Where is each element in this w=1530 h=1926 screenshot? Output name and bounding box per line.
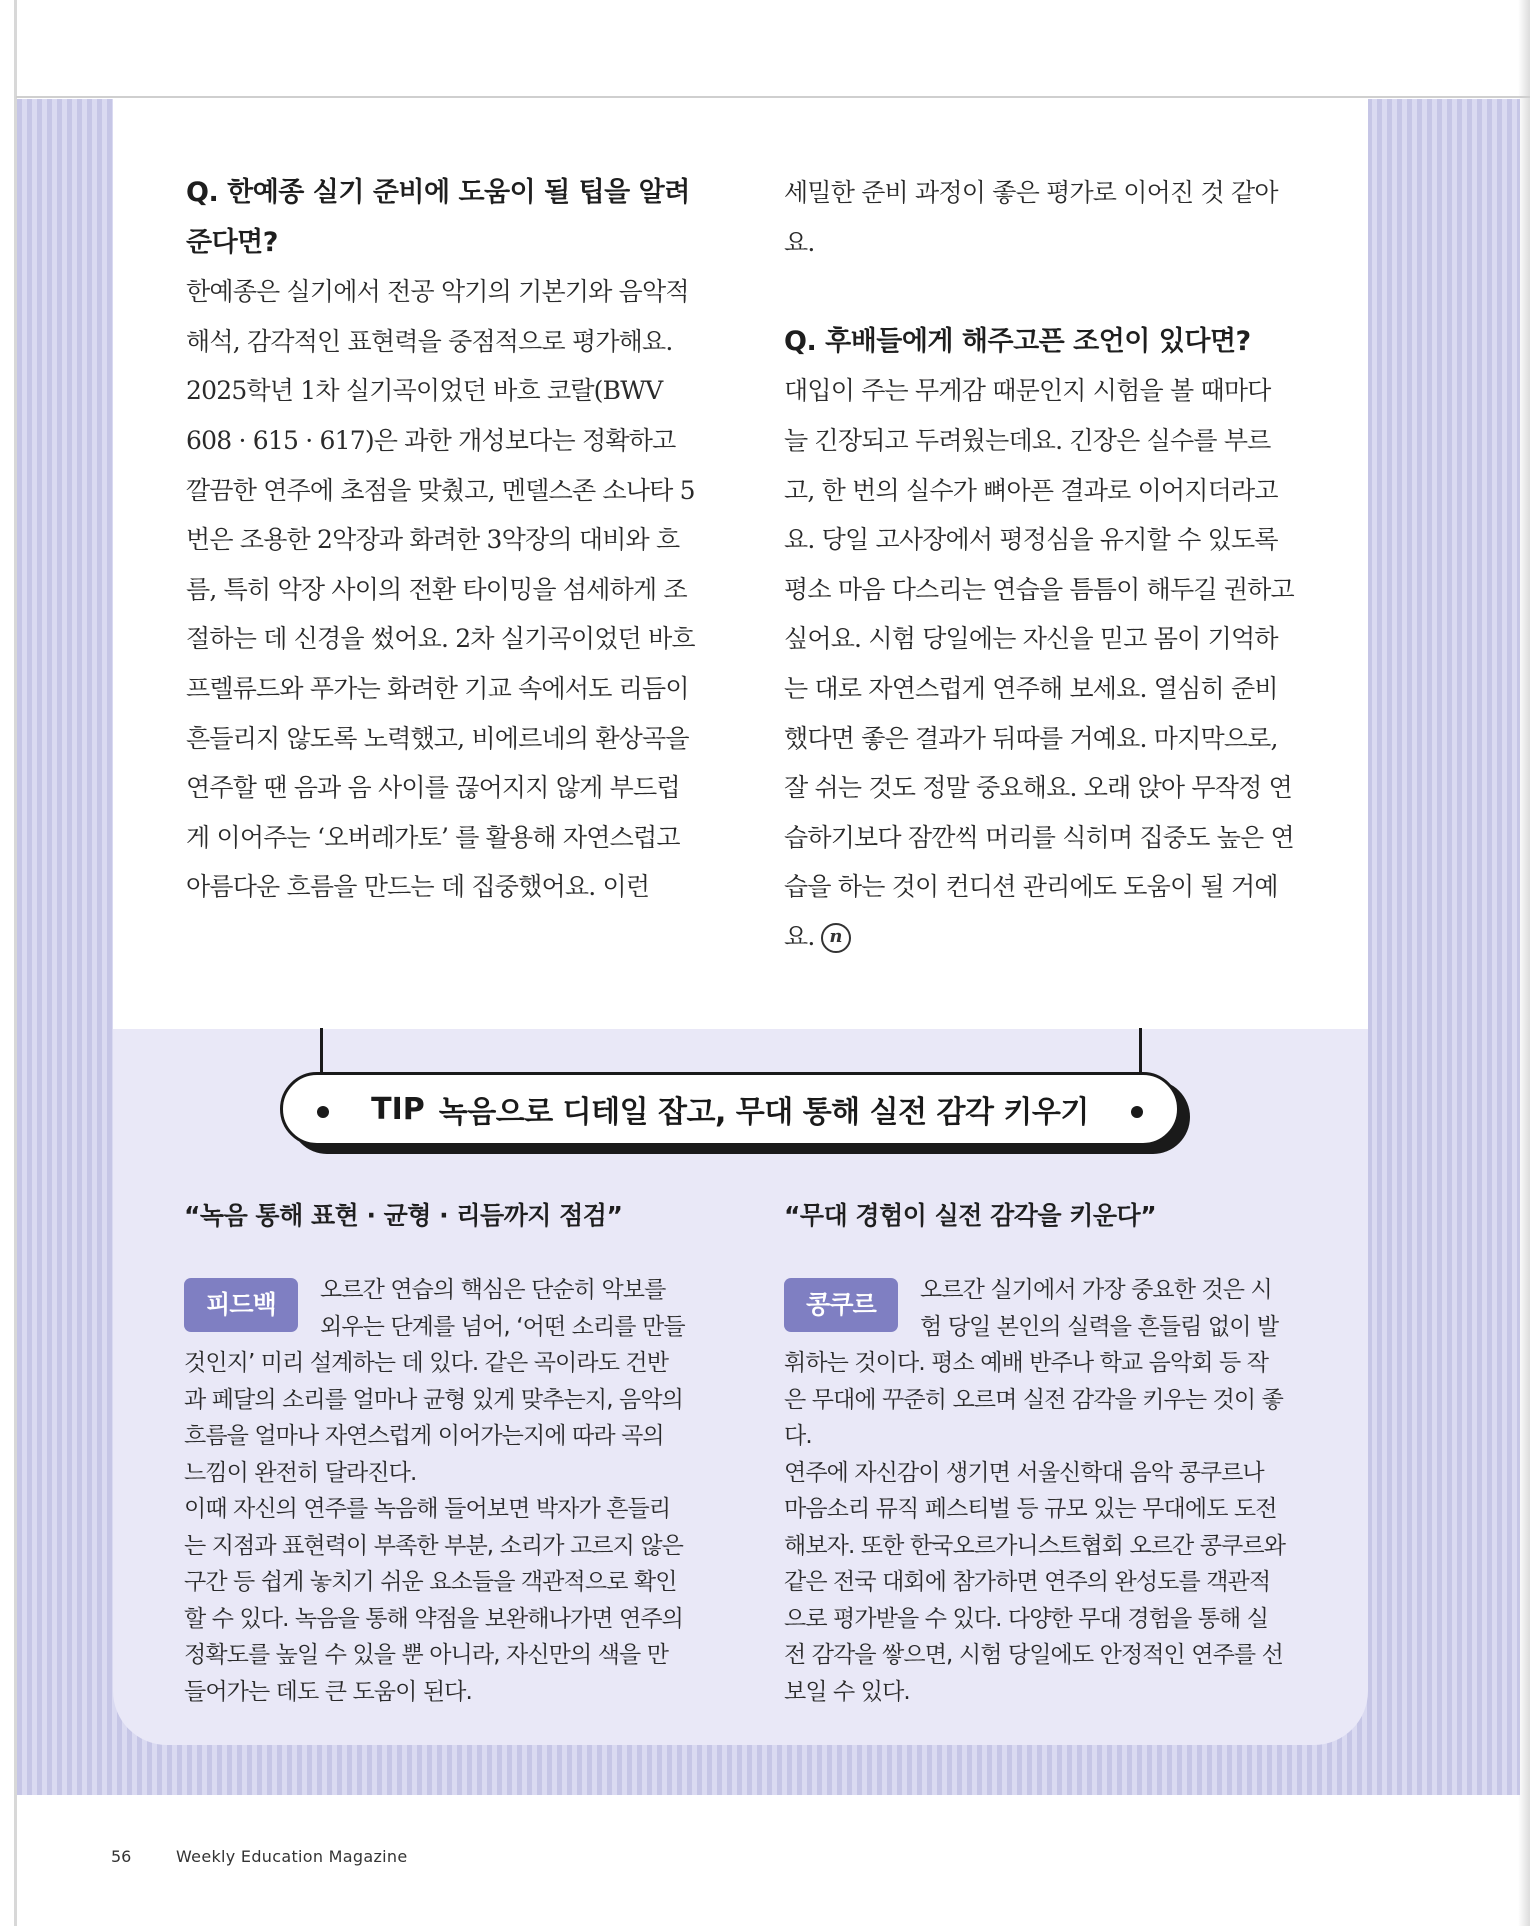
answer-text: 한예종은 실기에서 전공 악기의 기본기와 음악적 해석, 감각적인 표현력을 중점적으로 평가해요. 2025학년 1차 실기곡이었던 바흐 코랄(BWV 608 · 615 · 617)은 과한 개성보다는 정확하고 깔끔한 연주에 초점을 맞췄고, 멘델스존 소나타 5번은 조용한 2악장과 화려한 3악장의 대비와 흐름, 특히 악장 사이의 전환 타이밍을 섬세하게 조절하는 데 신경을 썼어요. 2차 실기곡이었던 바흐 프렐류드와 푸가는 화려한 기교 속에서도 리듬이 흔들리지 않도록 노력했고, 비에르네의 환상곡을 연주할 땐 음과 음 사이를 끊어지지 않게 부드럽게 이어주는 ‘오버레가토’ 를 활용해 자연스럽고 아름다운 흐름을 만드는 데 집중했어요. 이런 <box>186 277 695 902</box>
tip-quote: “녹음 통해 표현 · 균형 · 리듬까지 점검” <box>184 1201 623 1230</box>
top-rule <box>16 96 1530 98</box>
answer-body: 대입이 주는 무게감 때문인지 시험을 볼 때마다 늘 긴장되고 두려웠는데요. 긴장은 실수를 부르고, 한 번의 실수가 뼈아픈 결과로 이어지더라고요. 당일 고사장에서 평정심을 유지할 수 있도록 평소 마음 다스리는 연습을 틈틈이 해두길 권하고 싶어요. 시험 당일에는 자신을 믿고 몸이 기억하는 대로 자연스럽게 연주해 보세요. 열심히 준비했다면 좋은 결과가 뒤따를 거예요. 마지막으로, 잘 쉬는 것도 정말 중요해요. 오래 앉아 무작정 연습하기보다 잠깐씩 머리를 식히며 집중도 높은 연습을 하는 것이 컨디션 관리에도 도움이 될 거예요. <box>784 376 1294 951</box>
tip-left-column <box>184 1198 689 1710</box>
magazine-name: Weekly Education Magazine <box>176 1847 408 1866</box>
page-number: 56 <box>111 1847 132 1866</box>
end-mark-icon: n <box>821 923 851 953</box>
tip-title: 녹음으로 디테일 잡고, 무대 통해 실전 감각 키우기 <box>438 1095 1089 1130</box>
banner-dot-right <box>1131 1106 1143 1118</box>
tip-right-column <box>784 1198 1289 1710</box>
question-heading: Q. 한예종 실기 준비에 도움이 될 팁을 알려준다면? <box>186 177 690 258</box>
article-left-column <box>186 168 696 912</box>
question-heading: Q. 후배들에게 해주고픈 조언이 있다면? <box>784 325 1251 357</box>
tip-paragraph: 오르간 실기에서 가장 중요한 것은 시험 당일 본인의 실력을 흔들림 없이 발휘하는 것이다. 평소 예배 반주나 학교 음악회 등 작은 무대에 꾸준히 오르며 실전 감각을 키우는 것이 좋다. <box>784 1277 1283 1449</box>
competition-badge: 콩쿠르 <box>784 1278 898 1332</box>
answer-text <box>784 366 1294 961</box>
article-right-column <box>784 168 1294 962</box>
banner-dot-left <box>317 1106 329 1118</box>
tip-label: TIP <box>371 1091 425 1127</box>
tip-paragraph: 연주에 자신감이 생기면 서울신학대 음악 콩쿠르나 마음소리 뮤직 페스티벌 등 규모 있는 무대에도 도전해보자. 또한 한국오르가니스트협회 오르간 콩쿠르와 같은 전국 대회에 참가하면 연주의 완성도를 객관적으로 평가받을 수 있다. 다양한 무대 경험을 통해 실전 감각을 쌓으면, 시험 당일에도 안정적인 연주를 선보일 수 있다. <box>784 1459 1286 1705</box>
tip-banner <box>280 1072 1180 1146</box>
feedback-badge: 피드백 <box>184 1278 298 1332</box>
tip-body <box>184 1272 689 1710</box>
tip-body <box>784 1272 1289 1710</box>
continuation-text: 세밀한 준비 과정이 좋은 평가로 이어진 것 같아요. <box>784 178 1278 257</box>
tip-paragraph: 이때 자신의 연주를 녹음해 들어보면 박자가 흔들리는 지점과 표현력이 부족한 부분, 소리가 고르지 않은 구간 등 쉽게 놓치기 쉬운 요소들을 객관적으로 확인할 수 있다. 녹음을 통해 약점을 보완해나가면 연주의 정확도를 높일 수 있을 뿐 아니라, 자신만의 색을 만들어가는 데도 큰 도움이 된다. <box>184 1496 683 1705</box>
tip-quote: “무대 경험이 실전 감각을 키운다” <box>784 1201 1157 1230</box>
tip-paragraph: 오르간 연습의 핵심은 단순히 악보를 외우는 단계를 넘어, ‘어떤 소리를 만들 것인지’ 미리 설계하는 데 있다. 같은 곡이라도 건반과 페달의 소리를 얼마나 균형 있게 맞추는지, 음악의 흐름을 얼마나 자연스럽게 이어가는지에 따라 곡의 느낌이 완전히 달라진다. <box>184 1277 685 1486</box>
